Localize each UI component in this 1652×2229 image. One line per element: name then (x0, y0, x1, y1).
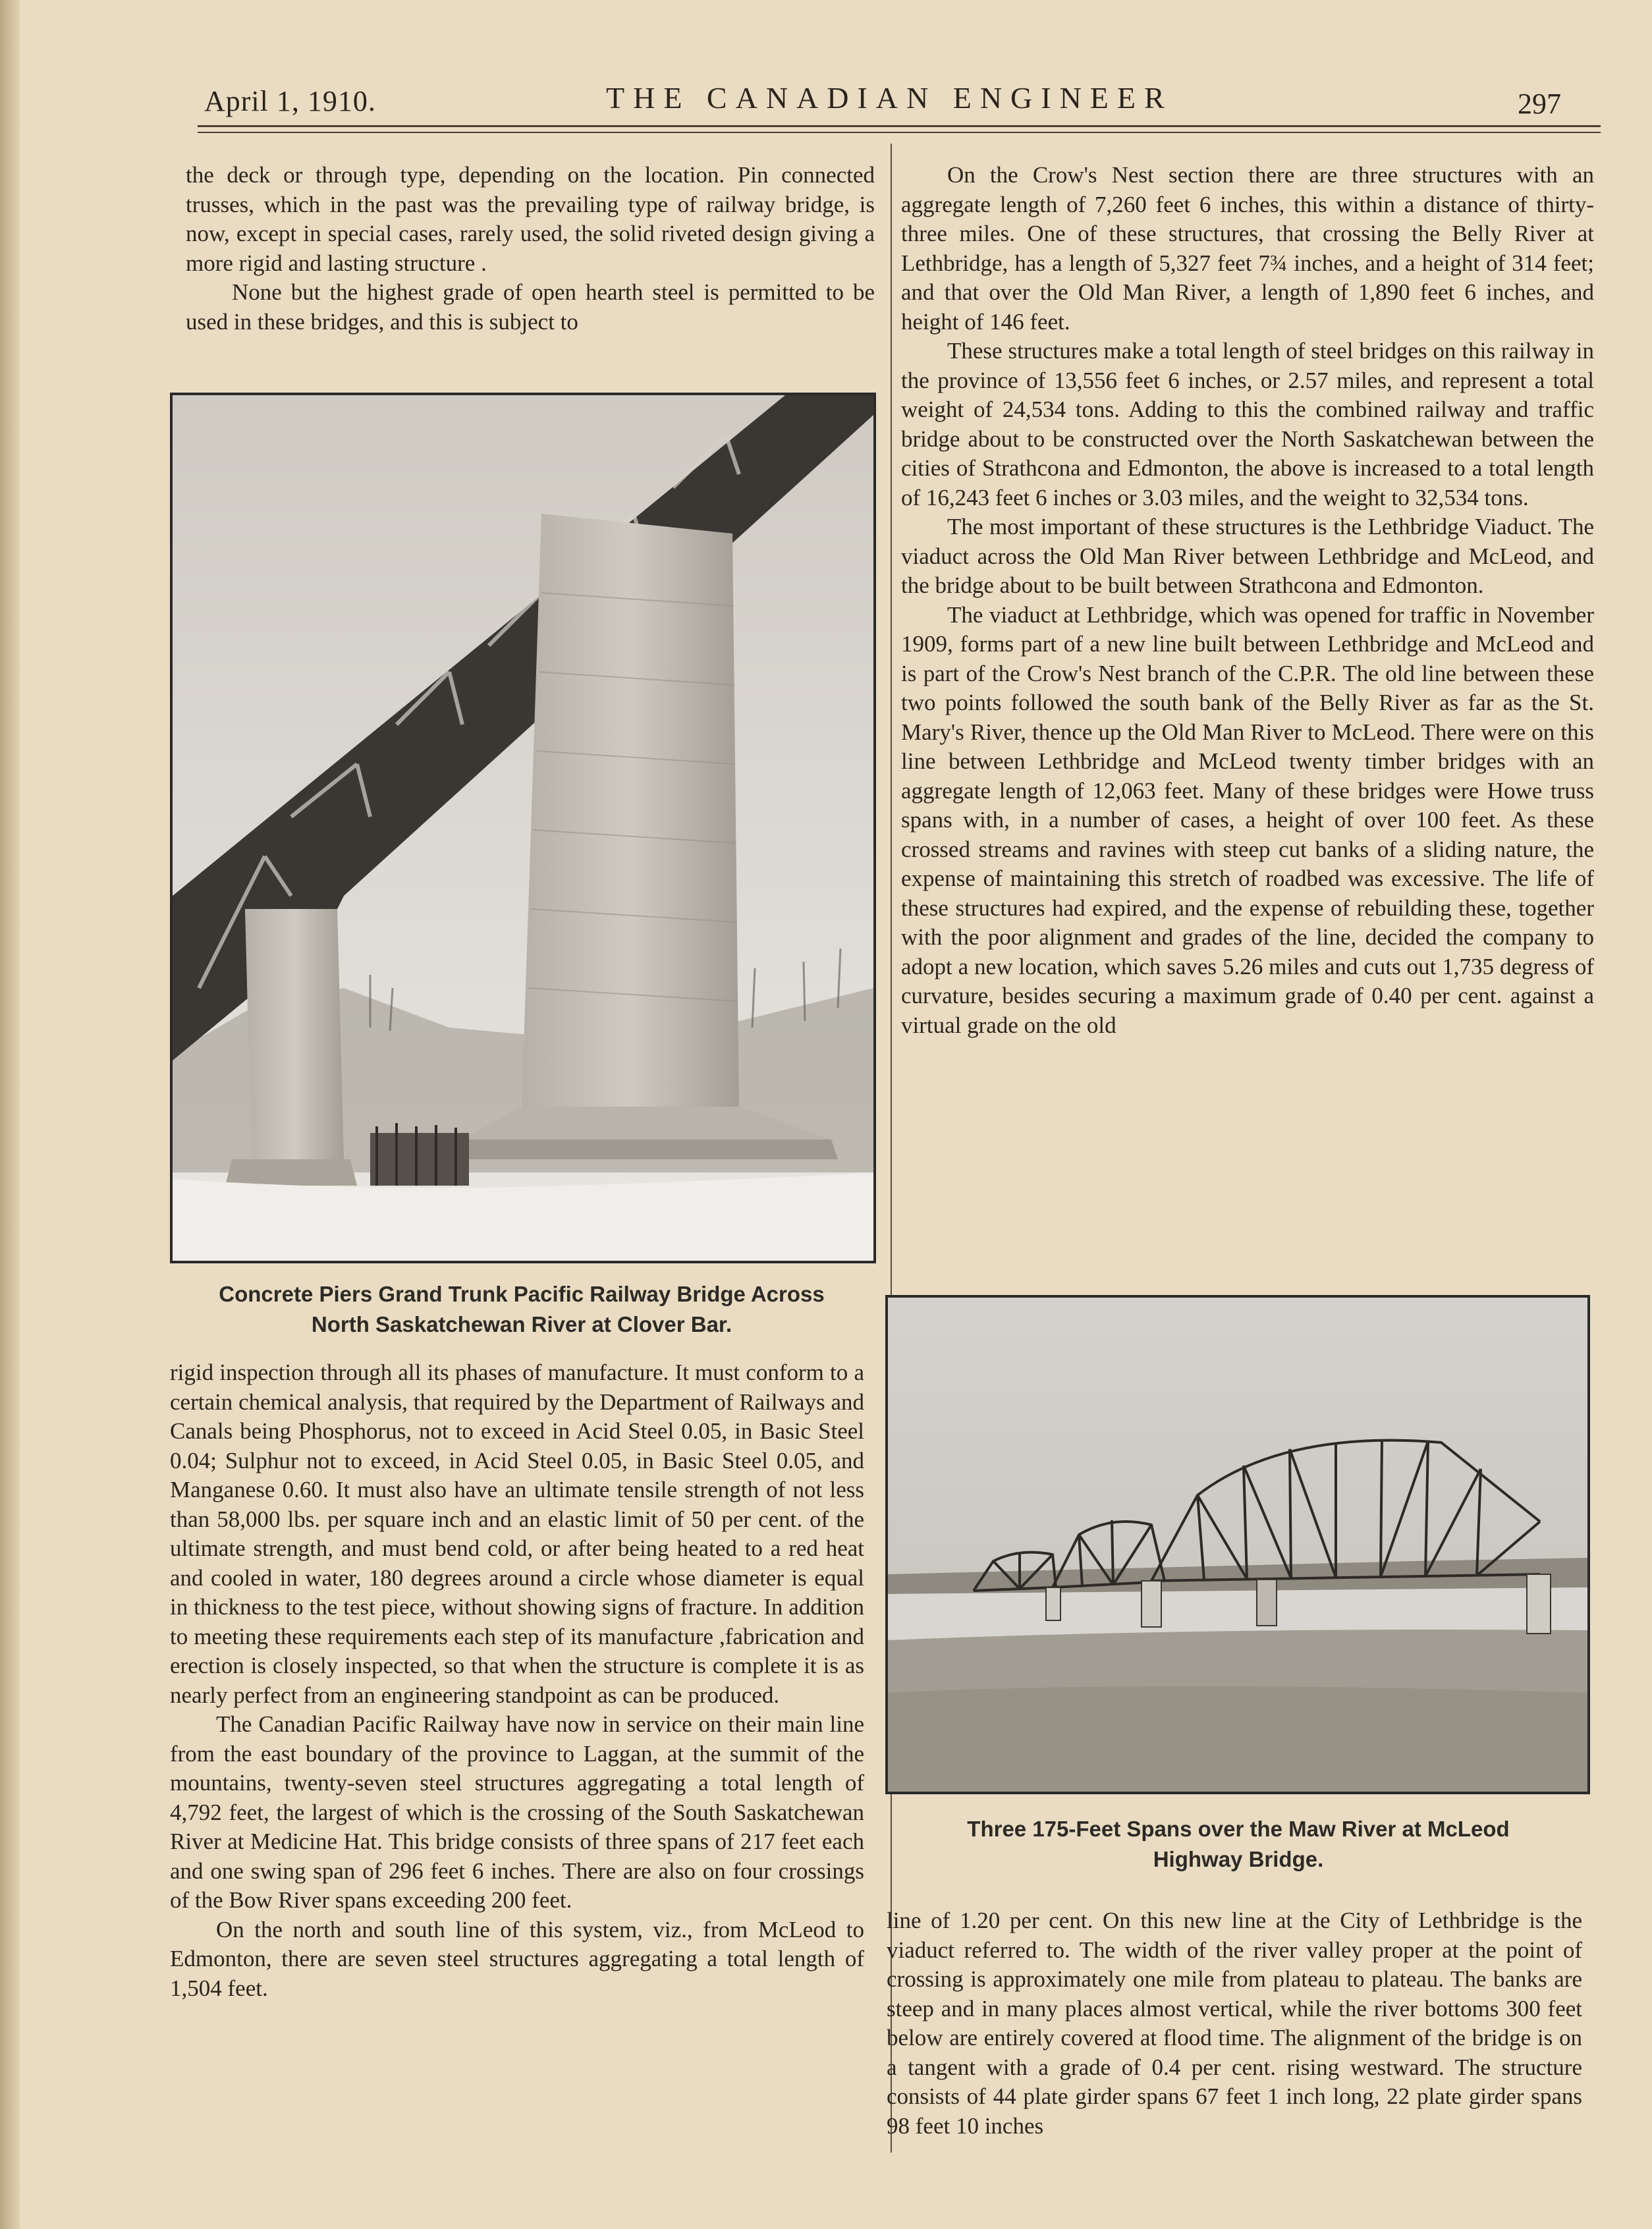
caption-line: North Saskatchewan River at Clover Bar. (311, 1312, 732, 1336)
caption-line: Three 175-Feet Spans over the Maw River at McLeod (967, 1817, 1510, 1841)
caption-concrete-piers (166, 1279, 877, 1340)
paragraph: The most important of these structures is the Lethbridge Viaduct. The viaduct across the Old Man River between Lethbridge and McLeod, and the bridge about to be built between Strathcona and Edmonton. (901, 514, 1594, 598)
highway-bridge-image (888, 1298, 1587, 1792)
paragraph: On the north and south line of this system, viz., from McLeod to Edmonton, there are seven steel structures aggregating a total length of 1,504 feet. (170, 1916, 864, 2001)
paragraph: None but the highest grade of open hearth steel is permitted to be used in these bridges, and this is subject to (186, 279, 875, 335)
paragraph: line of 1.20 per cent. On this new line at the City of Lethbridge is the viaduct referred to. The width of the river valley proper at the point of crossing is approximately one mile from plateau to plateau. The banks are steep and in many places almost vertical, while the river bottoms 300 feet below are entirely covered at flood time. The alignment of the bridge is on a tangent with a grade of 0.4 per cent. rising westward. The structure consists of 44 plate girder spans 67 feet 1 inch long, 22 plate girder spans 98 feet 10 inches (887, 1908, 1582, 2139)
photo-highway-bridge (885, 1295, 1590, 1794)
concrete-piers-image (173, 395, 873, 1261)
header-rule-double (198, 132, 1601, 133)
photo-concrete-piers (170, 393, 876, 1263)
running-header (198, 78, 1561, 124)
publication-title: THE CANADIAN ENGINEER (606, 81, 1173, 115)
left-column-bottom (170, 1358, 864, 2003)
paragraph: On the Crow's Nest section there are three structures with an aggregate length of 7,260 feet 6 inches, this within a distance of thirty-three miles. One of these structures, that crossing the Belly River at Lethbridge, has a length of 5,327 feet 7¾ inches, and a height of 314 feet; and that over the Old Man River, a length of 1,890 feet 6 inches, and height of 146 feet. (901, 162, 1594, 335)
header-rule (198, 125, 1601, 127)
page-number: 297 (1518, 88, 1561, 120)
paragraph: The Canadian Pacific Railway have now in service on their main line from the east boundary of the province to Laggan, at the summit of the mountains, twenty-seven steel structures aggregating a total length of 4,792 feet, the largest of which is the crossing of the South Saskatchewan River at Medicine Hat. This bridge consists of three spans of 217 feet each and one swing span of 296 feet 6 inches. There are also on four crossings of the Bow River spans exceeding 200 feet. (170, 1711, 864, 1913)
caption-line: Highway Bridge. (1153, 1847, 1324, 1871)
paragraph: rigid inspection through all its phases of manufacture. It must conform to a certain chemical analysis, that required by the Department of Railways and Canals being Phosphorus, not to exceed in Acid Steel 0.05, in Basic Steel 0.04; Sulphur not to exceed, in Acid Steel 0.05, in Basic Steel 0.05, and Manganese 0.60. It must also have an ultimate tensile strength of not less than 58,000 lbs. per square inch and an elastic limit of 50 per cent. of the ultimate strength, and must bend cold, or after being heated to a red heat and cooled in water, 180 degrees around a circle whose diameter is equal in thickness to the test piece, without showing signs of fracture. In addition to meeting these requirements each step of its manufacture ,fabrication and erection is closely inspected, so that when the structure is complete it is as nearly perfect from an engineering standpoint as can be produced. (170, 1360, 864, 1708)
right-column-bottom (887, 1906, 1582, 2141)
paragraph: the deck or through type, depending on the location. Pin connected trusses, which in the past was the prevailing type of railway bridge, is now, except in special cases, rarely used, the solid riveted design giving a more rigid and lasting structure . (186, 162, 875, 276)
page-spine-shadow (0, 0, 20, 2229)
right-column-top (901, 161, 1594, 1040)
caption-line: Concrete Piers Grand Trunk Pacific Railway Bridge Across (219, 1282, 825, 1306)
header-date: April 1, 1910. (204, 85, 376, 117)
left-column-top (186, 161, 875, 337)
caption-highway-bridge (889, 1814, 1587, 1875)
paragraph: These structures make a total length of steel bridges on this railway in the province of 13,556 feet 6 inches, or 2.57 miles, and represent a total weight of 24,534 tons. Adding to this the combined railway and traffic bridge about to be constructed over the North Saskatchewan between the cities of Strathcona and Edmonton, the above is increased to a total length of 16,243 feet 6 inches or 3.03 miles, and the weight to 32,534 tons. (901, 338, 1594, 510)
paragraph: The viaduct at Lethbridge, which was opened for traffic in November 1909, forms part of a new line built between Lethbridge and McLeod and is part of the Crow's Nest branch of the C.P.R. The old line between these two points followed the south bank of the Belly River as far as the St. Mary's River, thence up the Old Man River to McLeod. There were on this line between Lethbridge and McLeod twenty timber bridges with an aggregate length of 12,063 feet. Many of these bridges were Howe truss spans with, in a number of cases, a height of over 100 feet. As these crossed streams and ravines with steep cut banks of a sliding nature, the expense of maintaining this stretch of roadbed was excessive. The life of these structures had expired, and the expense of rebuilding these, together with the poor alignment and grades of the line, decided the company to adopt a new location, which saves 5.26 miles and cuts out 1,735 degress of curvature, besides securing a maximum grade of 0.40 per cent. against a virtual grade on the old (901, 601, 1594, 1038)
